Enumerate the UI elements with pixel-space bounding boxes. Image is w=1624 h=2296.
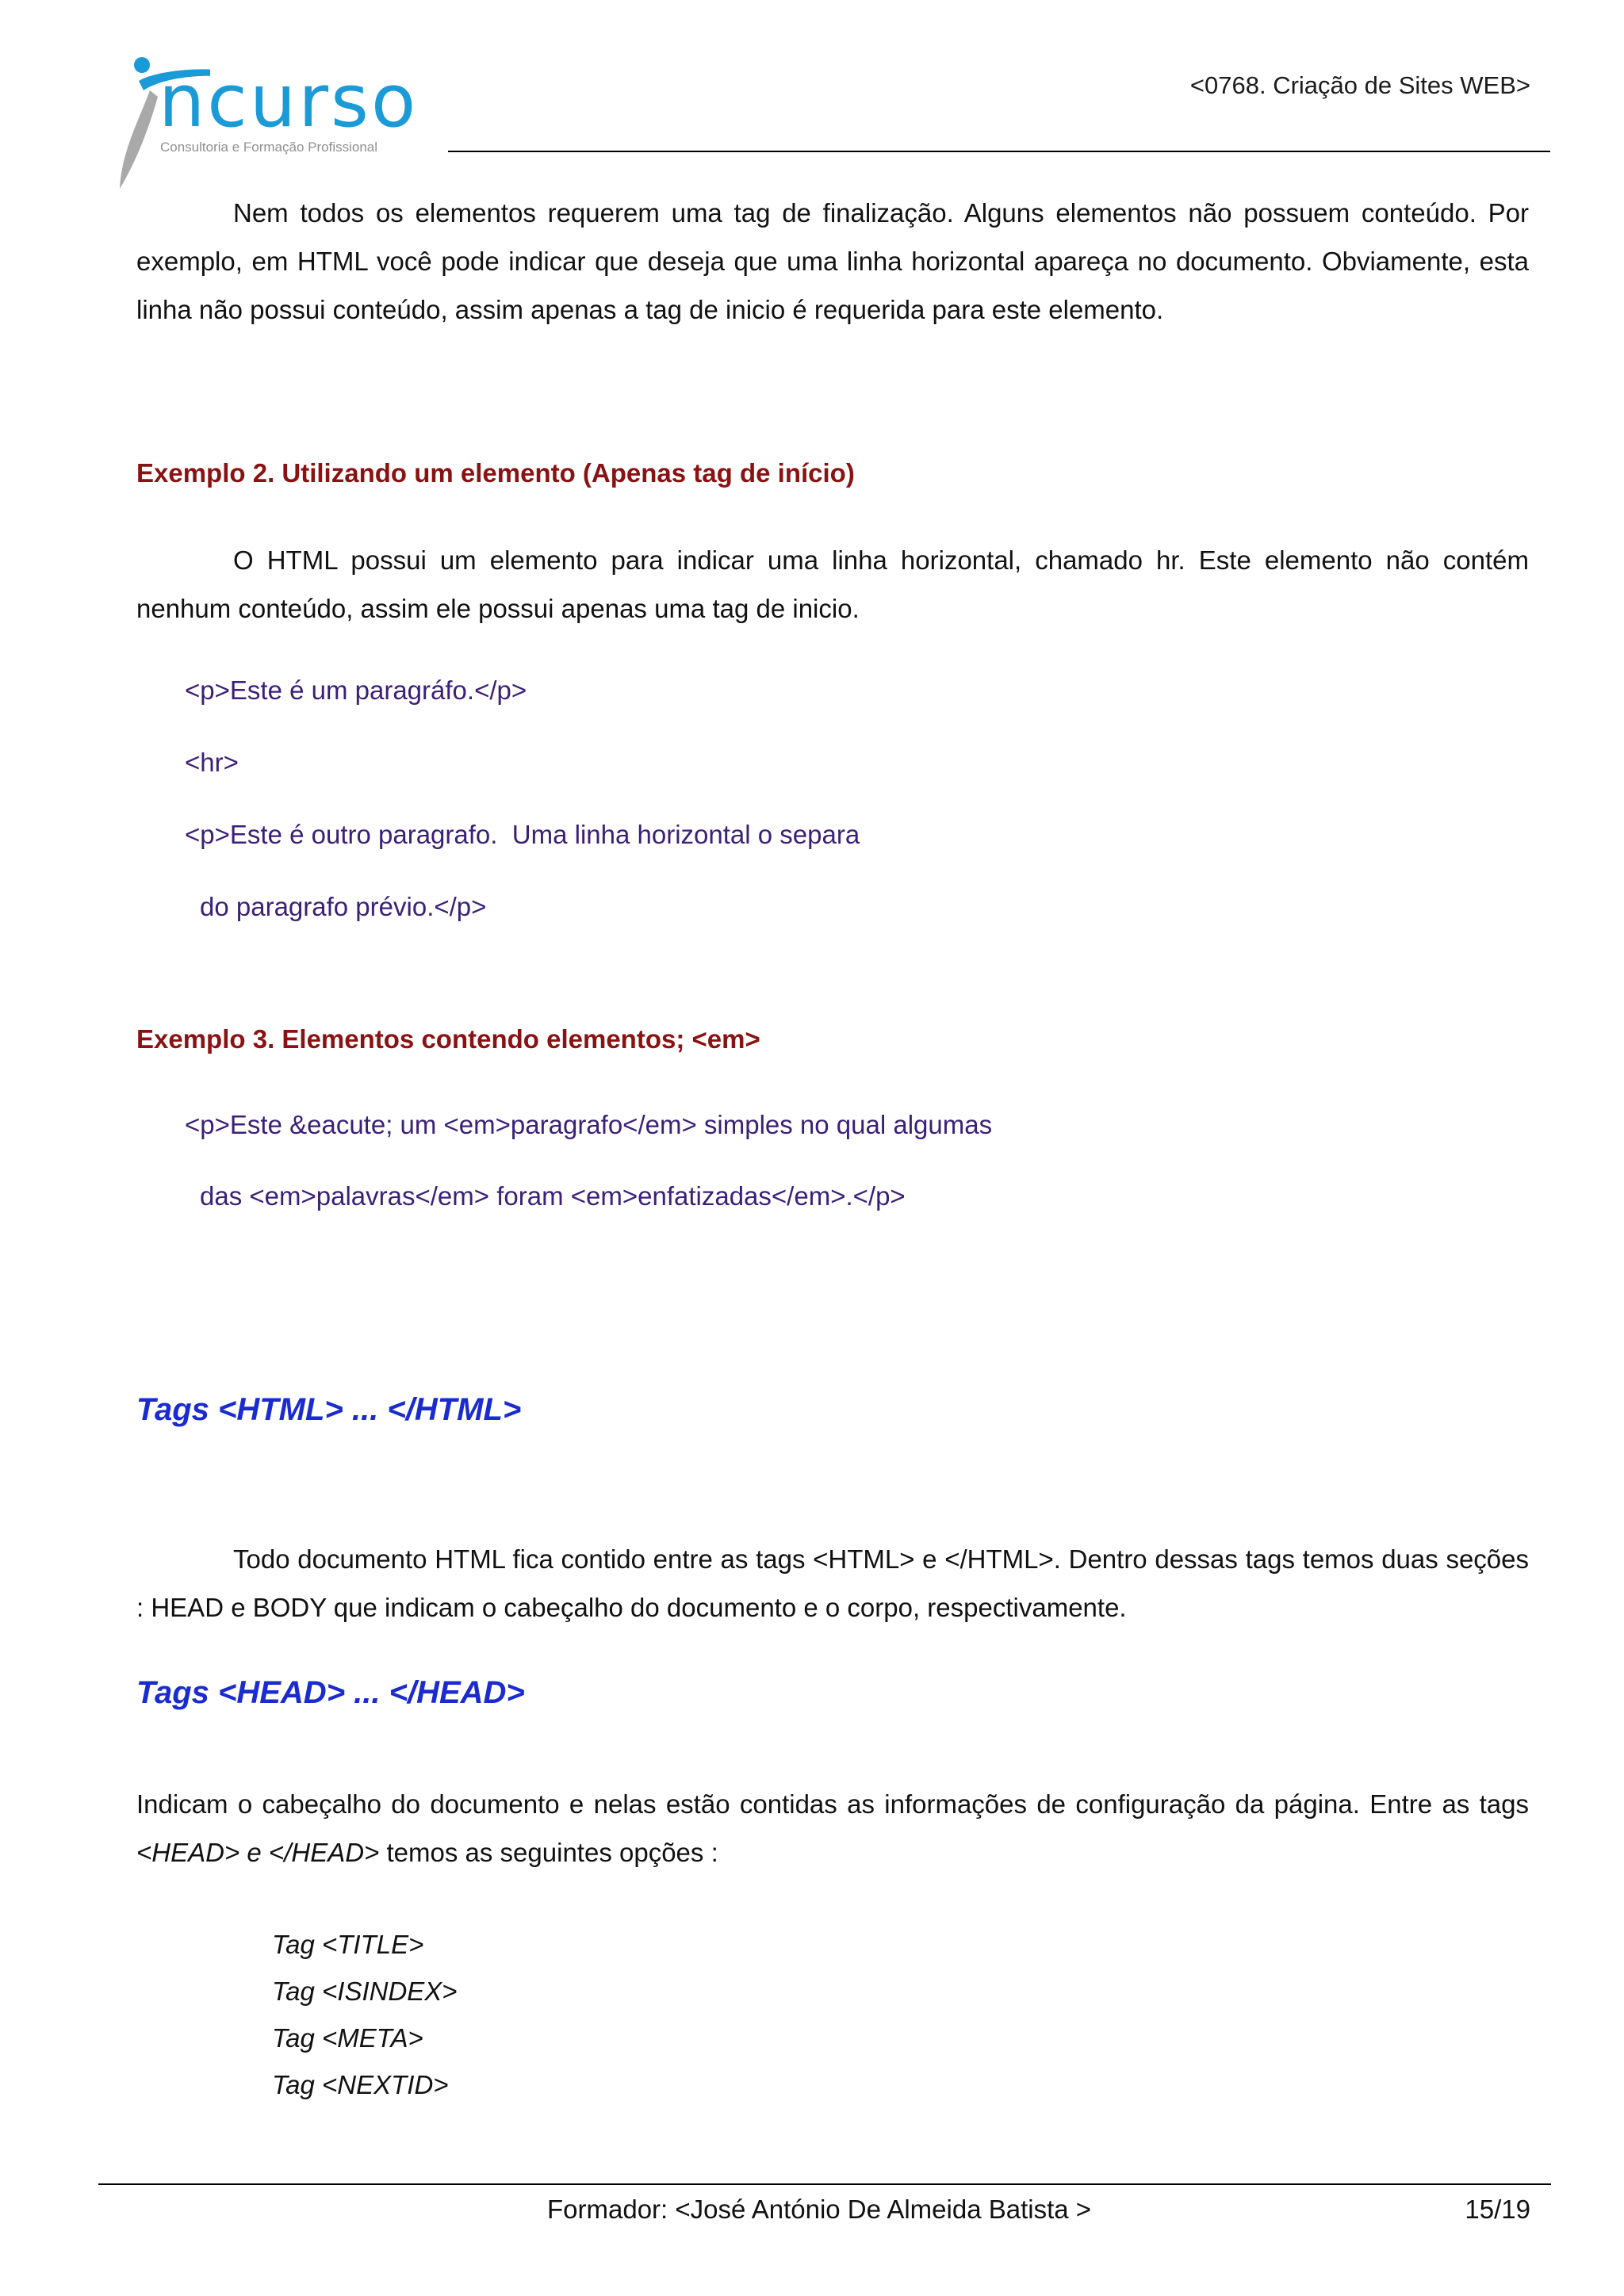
code-line: do paragrafo prévio.</p> [200, 892, 487, 921]
logo-wordmark: ncurso [159, 59, 419, 144]
example-2-heading: Exemplo 2. Utilizando um elemento (Apenas tag de início) [136, 458, 855, 488]
head-paragraph-start: Indicam o cabeçalho do documento e nelas estão contidas as informações de configuração da página. Entre as tags [136, 1789, 1529, 1819]
list-item: Tag <META> [272, 2023, 423, 2053]
head-tags-paragraph [136, 1780, 1529, 1877]
footer-divider [98, 2183, 1551, 2185]
list-item: Tag <NEXTID> [272, 2070, 449, 2099]
html-tags-paragraph: Todo documento HTML fica contido entre as tags <HTML> e </HTML>. Dentro dessas tags temos duas seções : HEAD e BODY que indicam o cabeçalho do documento e o corpo, respectivamente. [136, 1544, 1529, 1622]
head-tags-heading: Tags <HEAD> ... </HEAD> [136, 1675, 525, 1710]
code-line: <p>Este é outro paragrafo. Uma linha horizontal o separa [185, 820, 860, 849]
page-number: 15/19 [1465, 2195, 1530, 2224]
head-paragraph-end: temos as seguintes opções : [379, 1838, 718, 1867]
code-line: <p>Este é um paragráfo.</p> [185, 675, 527, 705]
html-tags-heading: Tags <HTML> ... </HTML> [136, 1392, 522, 1427]
code-line: <hr> [185, 748, 239, 777]
list-item: Tag <TITLE> [272, 1930, 424, 1959]
code-line: <p>Este &eacute; um <em>paragrafo</em> simples no qual algumas [185, 1110, 993, 1139]
company-logo [115, 49, 419, 192]
document-title: <0768. Criação de Sites WEB> [1189, 71, 1530, 99]
footer-trainer: Formador: <José António De Almeida Batista > [547, 2195, 1092, 2224]
example-2-paragraph: O HTML possui um elemento para indicar uma linha horizontal, chamado hr. Este elemento não contém nenhum conteúdo, assim ele possui apenas uma tag de inicio. [136, 545, 1529, 623]
code-line: das <em>palavras</em> foram <em>enfatizadas</em>.</p> [200, 1181, 906, 1211]
list-item: Tag <ISINDEX> [272, 1976, 458, 2006]
logo-tagline: Consultoria e Formação Profissional [160, 140, 378, 155]
header-divider [448, 151, 1550, 152]
example-3-heading: Exemplo 3. Elementos contendo elementos; <em> [136, 1024, 760, 1054]
intro-paragraph: Nem todos os elementos requerem uma tag de finalização. Alguns elementos não possuem conteúdo. Por exemplo, em HTML você pode indicar que deseja que uma linha horizontal apareça no documento. Obviamente, esta linha não possui conteúdo, assim apenas a tag de inicio é requerida para este elemento. [136, 198, 1529, 324]
head-paragraph-emphasis: <HEAD> e </HEAD> [136, 1838, 380, 1867]
